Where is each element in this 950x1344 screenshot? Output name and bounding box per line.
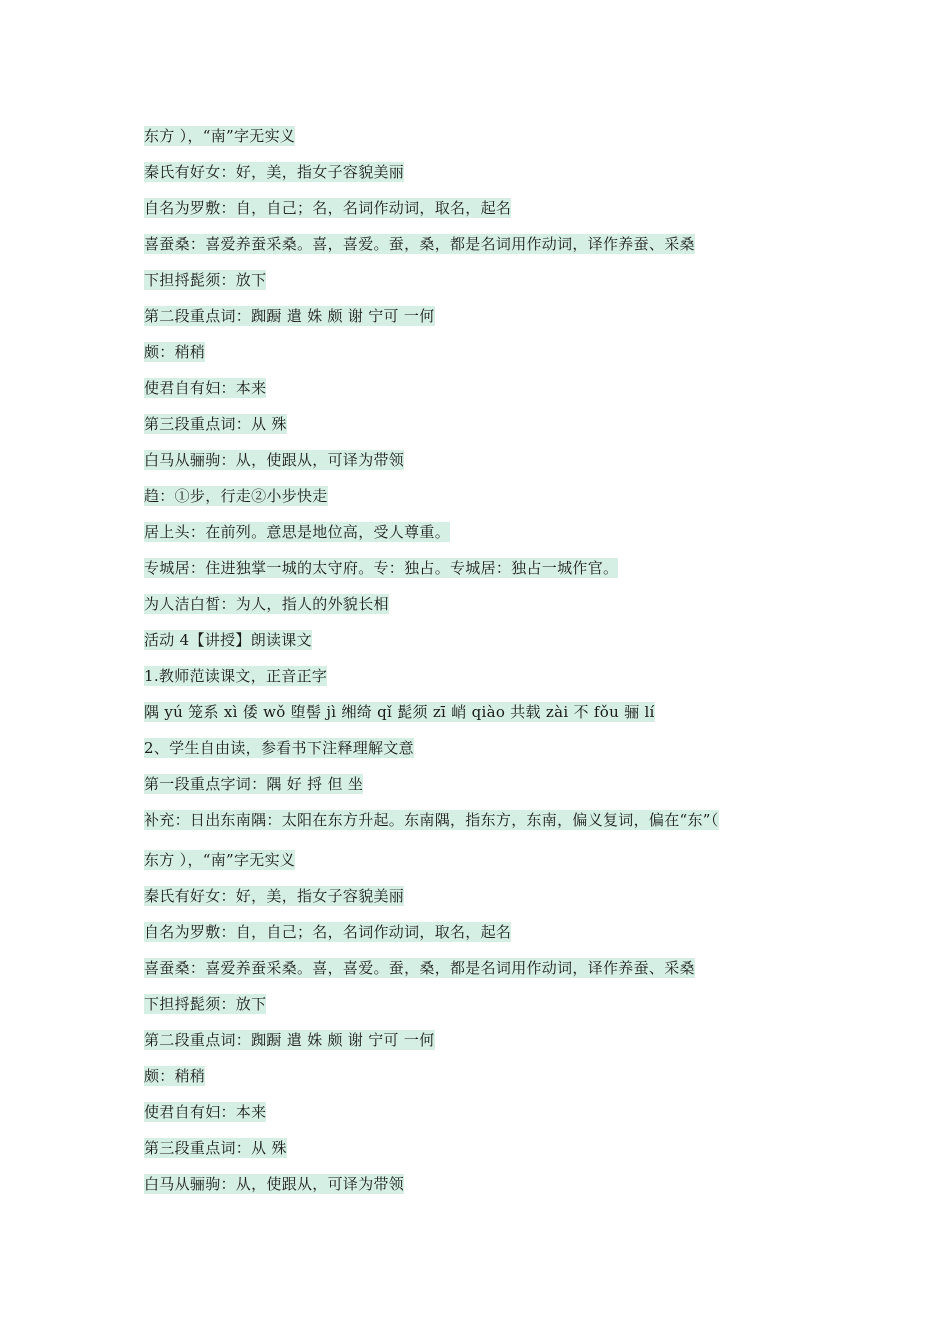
- text-line: [144, 305, 435, 327]
- text-line: [144, 737, 414, 759]
- text-line: [144, 593, 389, 615]
- line-text: 秦氏有好女：好，美，指女子容貌美丽: [144, 163, 405, 181]
- line-text: 自名为罗敷：自，自己；名，名词作动词，取名，起名: [144, 923, 512, 941]
- line-text: 秦氏有好女：好，美，指女子容貌美丽: [144, 887, 405, 905]
- text-line: [144, 885, 404, 907]
- line-text: 隅 yú 笼系 xì 倭 wǒ 堕髻 jì 缃绮 qǐ 髭须 zī 峭 qiào 共载 zài 不 fǒu 骊 lí: [144, 703, 655, 721]
- line-text: 东方 ），“南”字无实义: [144, 851, 296, 869]
- line-text: 自名为罗敷：自，自己；名，名词作动词，取名，起名: [144, 199, 512, 217]
- text-line: [144, 1173, 404, 1195]
- text-line: [144, 665, 327, 687]
- text-line: [144, 1029, 435, 1051]
- text-line: [144, 773, 363, 795]
- line-text: 白马从骊驹：从，使跟从，可译为带领: [144, 451, 405, 469]
- text-line: [144, 993, 266, 1015]
- text-line: [144, 161, 404, 183]
- text-line: [144, 413, 287, 435]
- line-text: 补充：日出东南隅：太阳在东方升起。东南隅，指东方，东南，偏义复词，偏在“东”（: [144, 811, 719, 829]
- text-line: [144, 849, 295, 871]
- text-line: [144, 377, 266, 399]
- line-text: 喜蚕桑：喜爱养蚕采桑。喜，喜爱。蚕，桑，都是名词用作动词，译作养蚕、采桑: [144, 235, 695, 253]
- text-line: [144, 629, 312, 651]
- line-text: 1.教师范读课文，正音正字: [144, 667, 328, 685]
- line-text: 第三段重点词：从 殊: [144, 415, 287, 433]
- text-line: [144, 1065, 205, 1087]
- text-line: [144, 1101, 266, 1123]
- line-text: 活动 4【讲授】朗读课文: [144, 631, 312, 649]
- text-line: [144, 957, 695, 979]
- line-text: 下担捋髭须：放下: [144, 271, 267, 289]
- line-text: 喜蚕桑：喜爱养蚕采桑。喜，喜爱。蚕，桑，都是名词用作动词，译作养蚕、采桑: [144, 959, 695, 977]
- line-text: 使君自有妇：本来: [144, 379, 267, 397]
- text-line: [144, 197, 511, 219]
- text-line: [144, 341, 205, 363]
- line-text: 白马从骊驹：从，使跟从，可译为带领: [144, 1175, 405, 1193]
- text-line: [144, 485, 328, 507]
- line-text: 第二段重点词：踟蹰 遣 姝 颇 谢 宁可 一何: [144, 1031, 435, 1049]
- text-line: [144, 921, 511, 943]
- line-text: 第三段重点词：从 殊: [144, 1139, 287, 1157]
- line-text: 颇：稍稍: [144, 1067, 206, 1085]
- text-line: [144, 521, 450, 543]
- line-text: 第一段重点字词：隅 好 捋 但 坐: [144, 775, 364, 793]
- text-line: [144, 809, 719, 831]
- text-line: [144, 557, 618, 579]
- line-text: 第二段重点词：踟蹰 遣 姝 颇 谢 宁可 一何: [144, 307, 435, 325]
- line-text: 下担捋髭须：放下: [144, 995, 267, 1013]
- text-line: [144, 701, 655, 723]
- line-text: 专城居：住进独掌一城的太守府。专：独占。专城居：独占一城作官。: [144, 559, 619, 577]
- line-text: 颇：稍稍: [144, 343, 206, 361]
- line-text: 居上头：在前列。意思是地位高，受人尊重。: [144, 523, 451, 541]
- text-line: [144, 233, 695, 255]
- line-text: 东方 ），“南”字无实义: [144, 127, 296, 145]
- text-line: [144, 1137, 287, 1159]
- line-text: 2、学生自由读，参看书下注释理解文意: [144, 739, 414, 757]
- text-line: [144, 449, 404, 471]
- line-text: 使君自有妇：本来: [144, 1103, 267, 1121]
- line-text: 为人洁白皙：为人，指人的外貌长相: [144, 595, 389, 613]
- line-text: 趋：①步，行走②小步快走: [144, 487, 328, 505]
- text-line: [144, 269, 266, 291]
- text-line: [144, 125, 295, 147]
